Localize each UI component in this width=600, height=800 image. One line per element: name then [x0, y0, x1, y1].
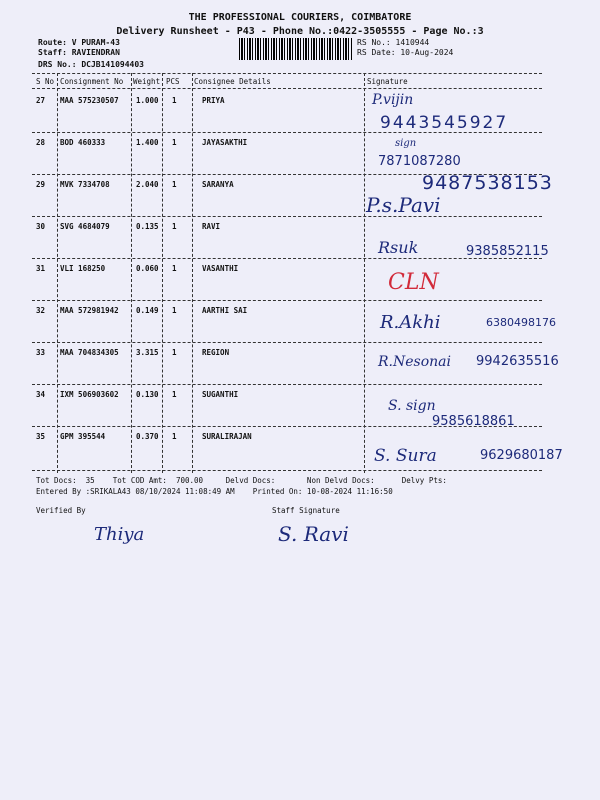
row-sno: 28	[36, 138, 46, 147]
col-pcs: PCS	[166, 77, 180, 86]
row-consignee: JAYASAKTHI	[202, 138, 248, 147]
row-rule	[32, 216, 542, 217]
col-sno: S No	[36, 77, 55, 86]
row-consignee: SARANYA	[202, 180, 234, 189]
phone-handwritten: 9629680187	[480, 448, 563, 463]
rs-date: RS Date: 10-Aug-2024	[357, 48, 454, 57]
signature-handwritten-red: CLN	[388, 270, 439, 295]
row-pcs: 1	[172, 432, 177, 441]
row-weight: 3.315	[136, 348, 159, 357]
table-row	[36, 264, 366, 284]
phone-handwritten: 6380498176	[486, 316, 556, 329]
row-pcs: 1	[172, 348, 177, 357]
phone-handwritten: 9443545927	[380, 113, 509, 133]
table-row	[36, 96, 366, 116]
row-consignment: MVK 7334708	[60, 180, 110, 189]
signature-handwritten: S. sign	[388, 398, 436, 414]
row-pcs: 1	[172, 264, 177, 273]
row-sno: 30	[36, 222, 46, 231]
phone-handwritten: 9385852115	[466, 244, 549, 259]
verified-signature: Thiya	[94, 524, 145, 545]
drs-label: DRS No.: DCJB141094403	[38, 60, 144, 69]
row-sno: 27	[36, 96, 46, 105]
table-row	[36, 390, 366, 410]
row-sno: 33	[36, 348, 46, 357]
row-pcs: 1	[172, 180, 177, 189]
route-label: Route: V PURAM-43	[38, 38, 120, 47]
table-row	[36, 432, 366, 452]
entered-line: Entered By :SRIKALA43 08/10/2024 11:08:49 AM Printed On: 10-08-2024 11:16:50	[36, 487, 393, 496]
verified-label: Verified By	[36, 506, 86, 515]
row-sno: 31	[36, 264, 46, 273]
row-consignment: MAA 575230507	[60, 96, 119, 105]
row-sno: 34	[36, 390, 46, 399]
row-weight: 0.135	[136, 222, 159, 231]
row-consignment: IXM 506903602	[60, 390, 119, 399]
row-rule	[32, 300, 542, 301]
row-weight: 1.400	[136, 138, 159, 147]
row-rule	[32, 470, 542, 471]
staff-signature-label: Staff Signature	[272, 506, 340, 515]
row-rule	[32, 342, 542, 343]
staff-label: Staff: RAVIENDRAN	[38, 48, 120, 57]
row-rule	[32, 384, 542, 385]
signature-handwritten: sign	[395, 138, 417, 149]
row-consignment: SVG 4684079	[60, 222, 110, 231]
company-title: THE PROFESSIONAL COURIERS, COIMBATORE	[188, 12, 412, 23]
signature-handwritten: R.Akhi	[380, 312, 441, 333]
row-consignment: VLI 168250	[60, 264, 106, 273]
rs-no: RS No.: 1410944	[357, 38, 430, 47]
row-consignment: GPM 395544	[60, 432, 106, 441]
row-weight: 0.130	[136, 390, 159, 399]
table-row	[36, 180, 366, 200]
signature-handwritten: P.s.Pavi	[366, 193, 441, 217]
row-pcs: 1	[172, 390, 177, 399]
col-signature: Signature	[367, 77, 408, 86]
col-weight: Weight	[133, 77, 161, 86]
row-pcs: 1	[172, 222, 177, 231]
col-consignment: Consignment No	[60, 77, 124, 86]
row-weight: 0.370	[136, 432, 159, 441]
signature-handwritten: P.vijin	[372, 92, 414, 108]
barcode	[239, 38, 352, 60]
row-sno: 32	[36, 306, 46, 315]
row-consignee: AARTHI SAI	[202, 306, 248, 315]
row-consignee: PRIYA	[202, 96, 225, 105]
phone-handwritten: 7871087280	[378, 154, 461, 169]
row-pcs: 1	[172, 306, 177, 315]
row-pcs: 1	[172, 96, 177, 105]
signature-handwritten: R.Nesonai	[378, 354, 451, 370]
row-consignee: RAVI	[202, 222, 221, 231]
row-sno: 35	[36, 432, 46, 441]
col-consignee: Consignee Details	[194, 77, 271, 86]
table-row	[36, 222, 366, 242]
runsheet-subtitle: Delivery Runsheet - P43 - Phone No.:0422-3505555 - Page No.:3	[116, 26, 484, 37]
table-row	[36, 138, 366, 158]
row-consignee: SUGANTHI	[202, 390, 239, 399]
table-row	[36, 306, 366, 326]
signature-handwritten: S. Sura	[374, 446, 437, 466]
row-consignee: VASANTHI	[202, 264, 239, 273]
row-consignment: MAA 704834305	[60, 348, 119, 357]
phone-handwritten: 9942635516	[476, 354, 559, 369]
row-consignee: SURALIRAJAN	[202, 432, 252, 441]
staff-signature: S. Ravi	[278, 522, 349, 546]
row-weight: 1.000	[136, 96, 159, 105]
signature-handwritten: Rsuk	[378, 238, 419, 257]
row-weight: 0.149	[136, 306, 159, 315]
totals-line: Tot Docs: 35 Tot COD Amt: 700.00 Delvd Docs: Non Delvd Docs: Delvy Pts:	[36, 476, 447, 485]
phone-handwritten: 9487538153	[422, 172, 553, 194]
row-pcs: 1	[172, 138, 177, 147]
row-sno: 29	[36, 180, 46, 189]
row-consignment: MAA 572981942	[60, 306, 119, 315]
table-row	[36, 348, 366, 368]
row-weight: 2.040	[136, 180, 159, 189]
row-consignee: REGION	[202, 348, 230, 357]
row-consignment: BOD 460333	[60, 138, 106, 147]
phone-handwritten: 9585618861	[432, 414, 515, 429]
header-top-rule	[32, 73, 542, 74]
row-weight: 0.060	[136, 264, 159, 273]
header-bottom-rule	[32, 88, 542, 89]
